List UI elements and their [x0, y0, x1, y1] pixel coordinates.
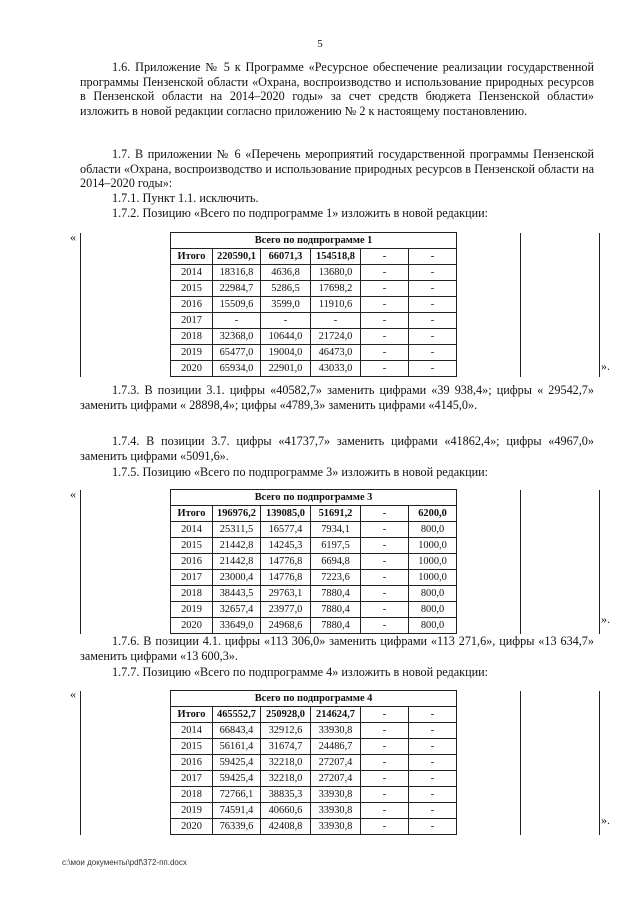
value-cell: 7880,4	[311, 586, 361, 602]
value-cell: 11910,6	[311, 297, 361, 313]
value-cell: -	[409, 265, 457, 281]
value-cell: 214624,7	[311, 707, 361, 723]
value-cell: 51691,2	[311, 506, 361, 522]
close-quote-2: ».	[601, 612, 610, 626]
table-subprogram-4	[80, 690, 600, 835]
value-cell: 7880,4	[311, 602, 361, 618]
table-right-spacer-cell	[457, 691, 521, 835]
value-cell: 220590,1	[213, 249, 261, 265]
paragraph-1-7-2: 1.7.2. Позицию «Всего по подпрограмме 1» изложить в новой редакции:	[112, 206, 489, 220]
row-label-cell: 2017	[171, 313, 213, 329]
value-cell: 18316,8	[213, 265, 261, 281]
row-label-cell: 2017	[171, 771, 213, 787]
value-cell: 21442,8	[213, 538, 261, 554]
row-label-cell: 2016	[171, 755, 213, 771]
paragraph-1-7: 1.7. В приложении № 6 «Перечень мероприятий государственной программы Пензенской области «Охрана, воспроизводство и использование природных ресурсов в Пензенской области на 2014–2020 годы»:	[80, 147, 594, 190]
row-label-cell: 2019	[171, 345, 213, 361]
close-quote-3: ».	[601, 813, 610, 827]
value-cell: -	[361, 297, 409, 313]
table-right-spacer-cell	[521, 233, 600, 377]
value-cell: -	[409, 281, 457, 297]
value-cell: 5286,5	[261, 281, 311, 297]
value-cell: -	[361, 819, 409, 835]
row-label-cell: 2014	[171, 723, 213, 739]
value-cell: 6197,5	[311, 538, 361, 554]
paragraph-1-6: 1.6. Приложение № 5 к Программе «Ресурсное обеспечение реализации государственной программы Пензенской области «Охрана, воспроизводство и использование природных ресурсов в Пензенской области на 2014–2020 годы» за счет средств бюджета Пензенской области» изложить в новой редакции согласно приложению № 2 к настоящему постановлению.	[80, 60, 594, 118]
value-cell: -	[361, 313, 409, 329]
paragraph-1-7-5: 1.7.5. Позицию «Всего по подпрограмме 3» изложить в новой редакции:	[112, 465, 489, 479]
value-cell: -	[409, 739, 457, 755]
value-cell: -	[409, 819, 457, 835]
table-subprogram-3	[80, 489, 600, 634]
value-cell: -	[409, 329, 457, 345]
value-cell: 38443,5	[213, 586, 261, 602]
row-label-cell: 2017	[171, 570, 213, 586]
value-cell: -	[361, 787, 409, 803]
value-cell: -	[409, 771, 457, 787]
row-label-cell: 2018	[171, 787, 213, 803]
value-cell: 66071,3	[261, 249, 311, 265]
value-cell: 59425,4	[213, 771, 261, 787]
row-label-cell: 2015	[171, 281, 213, 297]
value-cell: 65477,0	[213, 345, 261, 361]
value-cell: 32218,0	[261, 771, 311, 787]
paragraph-1-7-7: 1.7.7. Позицию «Всего по подпрограмме 4» изложить в новой редакции:	[112, 665, 489, 679]
value-cell: 59425,4	[213, 755, 261, 771]
value-cell: 40660,6	[261, 803, 311, 819]
row-label-cell: Итого	[171, 249, 213, 265]
table-title: Всего по подпрограмме 4	[171, 691, 457, 707]
table-right-spacer-cell	[457, 233, 521, 377]
row-label-cell: 2019	[171, 602, 213, 618]
value-cell: 6200,0	[409, 506, 457, 522]
value-cell: -	[361, 522, 409, 538]
table-title: Всего по подпрограмме 3	[171, 490, 457, 506]
value-cell: 23977,0	[261, 602, 311, 618]
value-cell: 23000,4	[213, 570, 261, 586]
value-cell: -	[361, 361, 409, 377]
value-cell: -	[311, 313, 361, 329]
value-cell: -	[361, 570, 409, 586]
value-cell: 13680,0	[311, 265, 361, 281]
value-cell: -	[261, 313, 311, 329]
value-cell: 800,0	[409, 522, 457, 538]
row-label-cell: 2015	[171, 739, 213, 755]
close-quote-1: ».	[601, 359, 610, 373]
value-cell: 32657,4	[213, 602, 261, 618]
value-cell: 1000,0	[409, 570, 457, 586]
open-quote-2: «	[70, 487, 76, 501]
value-cell: -	[361, 771, 409, 787]
value-cell: 33930,8	[311, 819, 361, 835]
value-cell: 42408,8	[261, 819, 311, 835]
value-cell: 65934,0	[213, 361, 261, 377]
value-cell: -	[361, 586, 409, 602]
value-cell: -	[409, 787, 457, 803]
value-cell: -	[361, 329, 409, 345]
value-cell: 7223,6	[311, 570, 361, 586]
value-cell: 29763,1	[261, 586, 311, 602]
value-cell: -	[361, 249, 409, 265]
value-cell: -	[361, 281, 409, 297]
value-cell: 66843,4	[213, 723, 261, 739]
value-cell: 800,0	[409, 618, 457, 634]
paragraph-1-7-3: 1.7.3. В позиции 3.1. цифры «40582,7» заменить цифрами «39 938,4»; цифры « 29542,7» заменить цифрами « 28898,4»; цифры «4789,3» заменить цифрами «4145,0».	[80, 383, 594, 412]
value-cell: 33930,8	[311, 803, 361, 819]
table-left-spacer-cell	[81, 691, 171, 835]
value-cell: -	[361, 265, 409, 281]
value-cell: 7880,4	[311, 618, 361, 634]
value-cell: -	[361, 554, 409, 570]
row-label-cell: 2014	[171, 265, 213, 281]
value-cell: 465552,7	[213, 707, 261, 723]
row-label-cell: 2020	[171, 618, 213, 634]
value-cell: 7934,1	[311, 522, 361, 538]
paragraph-1-7-1: 1.7.1. Пункт 1.1. исключить.	[112, 191, 259, 205]
row-label-cell: Итого	[171, 707, 213, 723]
row-label-cell: 2019	[171, 803, 213, 819]
value-cell: 32912,6	[261, 723, 311, 739]
value-cell: 56161,4	[213, 739, 261, 755]
value-cell: 24486,7	[311, 739, 361, 755]
value-cell: 15509,6	[213, 297, 261, 313]
row-label-cell: 2014	[171, 522, 213, 538]
value-cell: 32218,0	[261, 755, 311, 771]
table-title: Всего по подпрограмме 1	[171, 233, 457, 249]
row-label-cell: 2020	[171, 819, 213, 835]
value-cell: 24968,6	[261, 618, 311, 634]
value-cell: 14776,8	[261, 554, 311, 570]
value-cell: -	[409, 297, 457, 313]
row-label-cell: 2018	[171, 586, 213, 602]
value-cell: -	[361, 618, 409, 634]
row-label-cell: 2020	[171, 361, 213, 377]
value-cell: 33649,0	[213, 618, 261, 634]
value-cell: -	[361, 345, 409, 361]
value-cell: 25311,5	[213, 522, 261, 538]
value-cell: 1000,0	[409, 554, 457, 570]
value-cell: 38835,3	[261, 787, 311, 803]
value-cell: 1000,0	[409, 538, 457, 554]
value-cell: -	[409, 723, 457, 739]
value-cell: 16577,4	[261, 522, 311, 538]
value-cell: -	[409, 313, 457, 329]
value-cell: 27207,4	[311, 771, 361, 787]
value-cell: 4636,8	[261, 265, 311, 281]
value-cell: -	[409, 345, 457, 361]
value-cell: -	[361, 803, 409, 819]
value-cell: 154518,8	[311, 249, 361, 265]
value-cell: 19004,0	[261, 345, 311, 361]
file-path-footer: c:\мои документы\pdf\372-пп.docx	[62, 858, 187, 867]
value-cell: 10644,0	[261, 329, 311, 345]
value-cell: 800,0	[409, 586, 457, 602]
paragraph-1-7-4: 1.7.4. В позиции 3.7. цифры «41737,7» заменить цифрами «41862,4»; цифры «4967,0» заменить цифрами «5091,6».	[80, 434, 594, 463]
table-right-spacer-cell	[457, 490, 521, 634]
value-cell: -	[409, 755, 457, 771]
value-cell: -	[409, 707, 457, 723]
value-cell: -	[361, 602, 409, 618]
value-cell: 46473,0	[311, 345, 361, 361]
value-cell: -	[409, 803, 457, 819]
row-label-cell: 2015	[171, 538, 213, 554]
row-label-cell: 2016	[171, 554, 213, 570]
value-cell: 32368,0	[213, 329, 261, 345]
row-label-cell: 2016	[171, 297, 213, 313]
row-label-cell: 2018	[171, 329, 213, 345]
value-cell: -	[409, 361, 457, 377]
value-cell: 196976,2	[213, 506, 261, 522]
value-cell: 22984,7	[213, 281, 261, 297]
value-cell: -	[361, 538, 409, 554]
table-left-spacer-cell	[81, 233, 171, 377]
page-number: 5	[317, 38, 323, 50]
value-cell: 72766,1	[213, 787, 261, 803]
value-cell: 76339,6	[213, 819, 261, 835]
value-cell: -	[361, 723, 409, 739]
value-cell: 33930,8	[311, 723, 361, 739]
open-quote-1: «	[70, 230, 76, 244]
value-cell: -	[361, 739, 409, 755]
value-cell: 21442,8	[213, 554, 261, 570]
value-cell: 14776,8	[261, 570, 311, 586]
value-cell: -	[361, 506, 409, 522]
row-label-cell: Итого	[171, 506, 213, 522]
value-cell: 21724,0	[311, 329, 361, 345]
table-right-spacer-cell	[521, 691, 600, 835]
value-cell: 33930,8	[311, 787, 361, 803]
value-cell: -	[361, 755, 409, 771]
value-cell: 3599,0	[261, 297, 311, 313]
paragraph-1-7-6: 1.7.6. В позиции 4.1. цифры «113 306,0» заменить цифрами «113 271,6», цифры «13 634,7» заменить цифрами «13 600,3».	[80, 634, 594, 663]
value-cell: 6694,8	[311, 554, 361, 570]
value-cell: 43033,0	[311, 361, 361, 377]
value-cell: -	[409, 249, 457, 265]
value-cell: 14245,3	[261, 538, 311, 554]
table-right-spacer-cell	[521, 490, 600, 634]
table-subprogram-1	[80, 232, 600, 377]
table-left-spacer-cell	[81, 490, 171, 634]
value-cell: 74591,4	[213, 803, 261, 819]
value-cell: 31674,7	[261, 739, 311, 755]
value-cell: -	[361, 707, 409, 723]
open-quote-3: «	[70, 687, 76, 701]
value-cell: 139085,0	[261, 506, 311, 522]
value-cell: 22901,0	[261, 361, 311, 377]
value-cell: 17698,2	[311, 281, 361, 297]
value-cell: 800,0	[409, 602, 457, 618]
value-cell: -	[213, 313, 261, 329]
value-cell: 27207,4	[311, 755, 361, 771]
value-cell: 250928,0	[261, 707, 311, 723]
